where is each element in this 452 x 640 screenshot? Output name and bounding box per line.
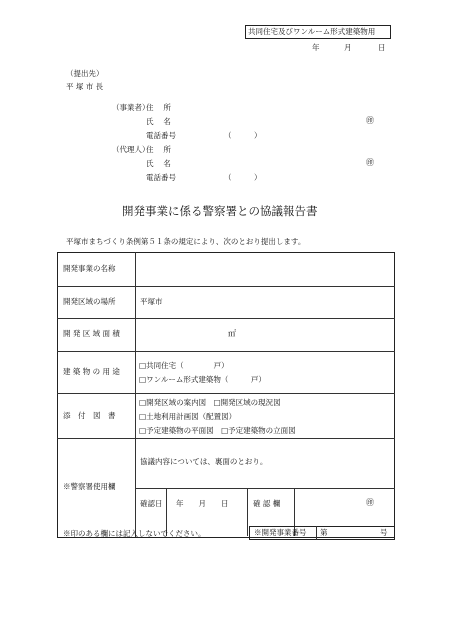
project-number-label: ※開発事業番号	[254, 528, 307, 537]
project-area-unit: ㎡	[228, 329, 236, 338]
submit-to-label: （提出先）	[66, 69, 104, 78]
applicant-address-label: 住 所	[146, 103, 171, 112]
police-use-label: ※警察署使用欄	[63, 482, 116, 491]
building-use-option-oneroom[interactable]: □ワンルーム形式建築物（ 戸）	[139, 375, 266, 384]
attachments-line-2[interactable]: □土地利用計画図（配置図）	[139, 412, 237, 421]
agent-address-label: 住 所	[146, 145, 171, 154]
agent-role: （代理人）	[112, 145, 150, 154]
applicant-role: （事業者）	[112, 103, 150, 112]
agent-phone-brackets: （ ）	[224, 173, 262, 182]
police-note: 協議内容については、裏面のとおり。	[140, 457, 268, 466]
project-location-value: 平塚市	[140, 297, 163, 306]
attachments-line-3[interactable]: □予定建築物の平面図 □予定建築物の立面図	[139, 426, 296, 435]
applicant-seal: ㊞	[366, 116, 374, 125]
form-type-label: 共同住宅及びワンルーム形式建築物用	[248, 27, 376, 36]
project-location-label: 開発区域の場所	[63, 297, 116, 306]
project-number-suffix: 号	[380, 528, 388, 537]
intro-text: 平塚市まちづくり条例第５１条の規定により、次のとおり提出します。	[66, 237, 306, 246]
applicant-name-label: 氏 名	[146, 117, 171, 126]
attachments-label: 添 付 図 書	[63, 411, 116, 420]
submit-to-name: 平 塚 市 長	[66, 82, 104, 91]
date-day: 日	[378, 43, 386, 52]
date-year: 年	[312, 43, 320, 52]
confirm-date-value: 年 月 日	[176, 499, 229, 508]
confirm-seal: ㊞	[366, 498, 374, 507]
date-month: 月	[344, 43, 352, 52]
project-number-prefix: 第	[320, 528, 328, 537]
agent-seal: ㊞	[366, 158, 374, 167]
building-use-option-apartment[interactable]: □共同住宅（ 戸）	[139, 361, 229, 370]
applicant-phone-label: 電話番号	[146, 131, 176, 140]
project-name-label: 開発事業の名称	[63, 264, 116, 273]
main-table	[57, 252, 395, 538]
footer-note: ※印のある欄には記入しないでください。	[63, 529, 206, 538]
applicant-phone-brackets: （ ）	[224, 131, 262, 140]
page-title: 開発事業に係る警察署との協議報告書	[122, 204, 318, 218]
agent-name-label: 氏 名	[146, 159, 171, 168]
confirm-column-label: 確 認 欄	[253, 499, 281, 508]
building-use-label: 建 築 物 の 用 途	[63, 367, 120, 376]
project-area-label: 開 発 区 域 面 積	[63, 329, 120, 338]
attachments-line-1[interactable]: □開発区域の案内図 □開発区域の現況図	[139, 398, 281, 407]
confirm-date-label: 確認日	[140, 499, 163, 508]
agent-phone-label: 電話番号	[146, 173, 176, 182]
